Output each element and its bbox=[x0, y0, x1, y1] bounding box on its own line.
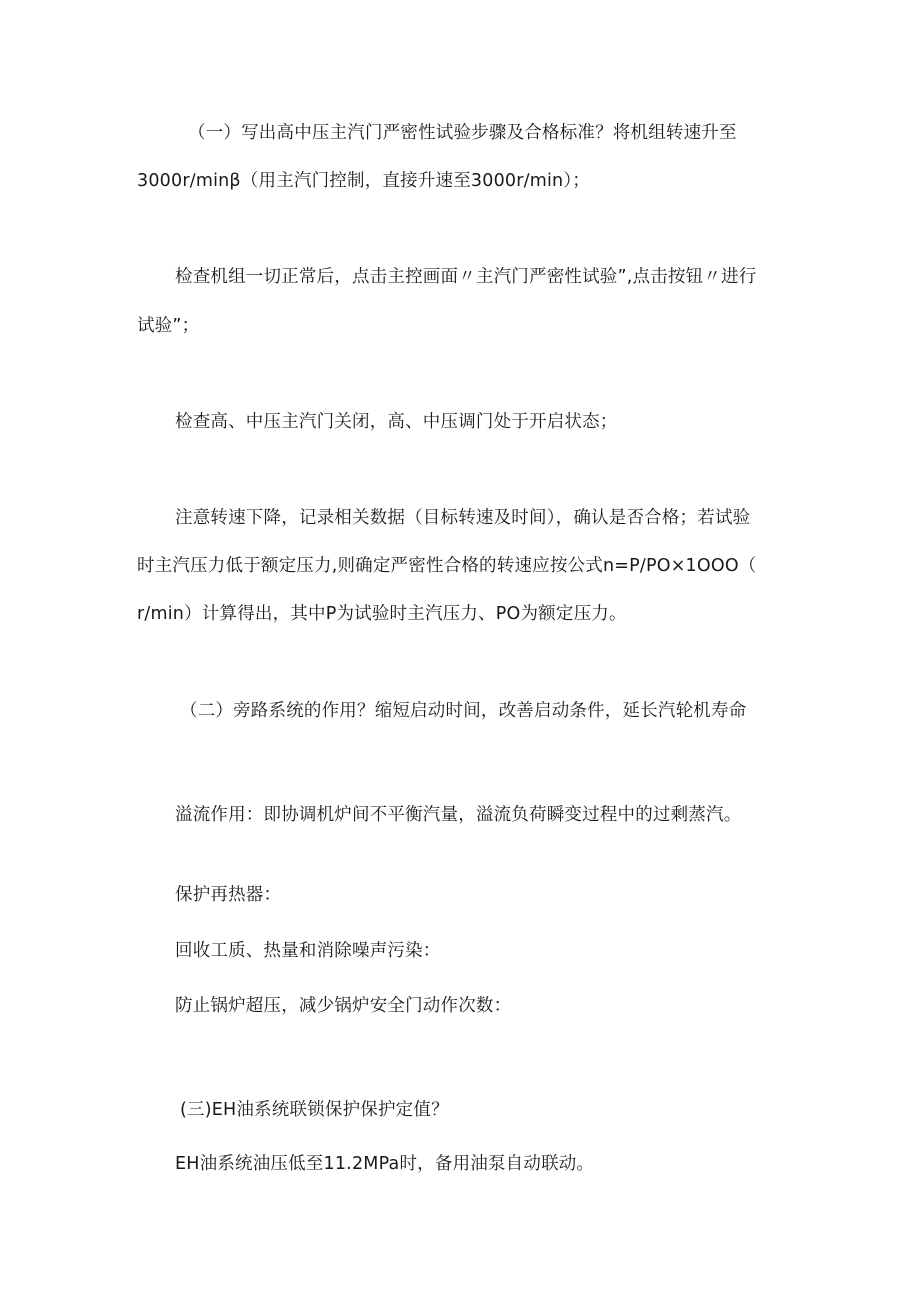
section3-item1: EH油系统油压低至11.2MPa时，备用油泵自动联动。 bbox=[175, 1154, 595, 1174]
section1-para3-line3: r/min）计算得出，其中P为试验时主汽压力、PO为额定压力。 bbox=[137, 604, 627, 624]
section2-heading: （二）旁路系统的作用？缩短启动时间，改善启动条件，延长汽轮机寿命 bbox=[180, 701, 747, 721]
section1-para3-line2: 时主汽压力低于额定压力,则确定严密性合格的转速应按公式n=P∕PO×1OOO（ bbox=[137, 556, 757, 576]
section1-para2: 检查高、中压主汽门关闭，高、中压调门处于开启状态； bbox=[175, 412, 618, 432]
section1-para1-line1: 检查机组一切正常后，点击主控画面〃主汽门严密性试验”,点击按钮〃进行 bbox=[175, 267, 757, 287]
section2-item2: 保护再热器： bbox=[175, 885, 282, 905]
section3-heading: (三)EH油系统联锁保护保护定值？ bbox=[180, 1100, 449, 1120]
section1-para3-line1: 注意转速下降，记录相关数据（目标转速及时间），确认是否合格；若试验 bbox=[175, 508, 751, 528]
section1-para1-line2: 试验”； bbox=[137, 316, 200, 336]
section2-item4: 防止锅炉超压，减少锅炉安全门动作次数： bbox=[175, 996, 512, 1016]
section2-item3: 回收工质、热量和消除噪声污染： bbox=[175, 941, 441, 961]
section2-item1: 溢流作用：即协调机炉间不平衡汽量，溢流负荷瞬变过程中的过剩蒸汽。 bbox=[175, 805, 742, 825]
section1-heading-line2: 3000r∕minβ（用主汽门控制，直接升速至3000r∕min）； bbox=[137, 171, 590, 191]
section1-heading-line1: （一）写出高中压主汽门严密性试验步骤及合格标准？将机组转速升至 bbox=[188, 123, 737, 143]
